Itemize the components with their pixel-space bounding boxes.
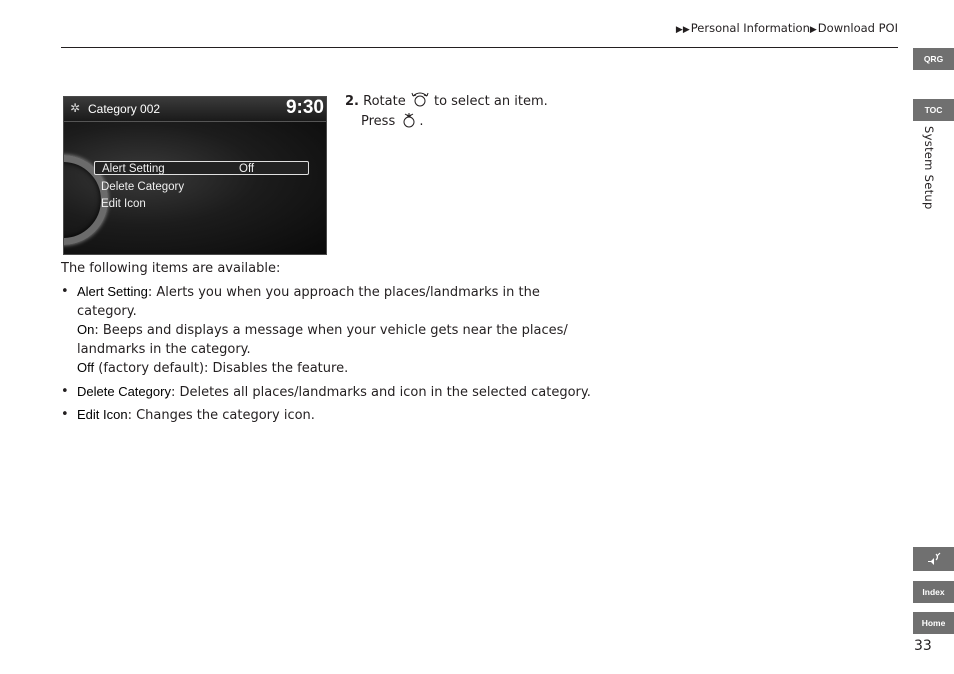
screen-clock: 9:30 — [285, 97, 324, 118]
step-number: 2. — [345, 94, 359, 109]
menu-row-label: Alert Setting — [102, 163, 165, 175]
tab-index[interactable]: Index — [913, 581, 954, 603]
tab-home[interactable]: Home — [913, 612, 954, 634]
tab-qrg[interactable]: QRG — [913, 48, 954, 70]
menu-row-delete-category — [94, 180, 309, 194]
sub-item — [77, 321, 591, 359]
step-select-text: to select an item. — [433, 94, 548, 109]
item-description: : Changes the category icon. — [127, 408, 315, 423]
page-number: 33 — [914, 638, 932, 654]
menu-row-value: Off — [239, 163, 255, 175]
screen-title: Category 002 — [88, 102, 161, 116]
voice-command-icon — [926, 552, 942, 566]
breadcrumb-section[interactable]: Personal Information — [690, 21, 810, 35]
sub-item-term: Off — [77, 360, 95, 375]
bullet: • — [61, 407, 69, 422]
bullet: • — [61, 284, 69, 299]
sub-item-description: : Beeps and displays a message when your vehicle gets near the places/ landmarks in the category. — [77, 323, 568, 357]
sub-item-description: (factory default): Disables the feature. — [94, 361, 349, 376]
tab-voice-command[interactable] — [913, 547, 954, 571]
item-description: : Deletes all places/landmarks and icon in the selected category. — [170, 384, 591, 400]
interface-dial-press-icon — [399, 111, 419, 129]
screen-header — [64, 97, 326, 122]
menu-row-edit-icon — [94, 197, 309, 211]
interface-dial-rotate-icon — [410, 91, 430, 109]
navigation-screen-image — [63, 96, 327, 255]
step-press-text: Press — [361, 114, 396, 129]
item-description: : Alerts you when you approach the places/landmarks in the category. — [77, 285, 540, 319]
gear-icon: ✲ — [70, 101, 81, 115]
tab-toc[interactable]: TOC — [913, 99, 954, 121]
breadcrumb-page[interactable]: Download POI — [817, 21, 898, 35]
list-item — [61, 406, 591, 426]
items-intro: The following items are available: — [61, 261, 281, 276]
list-item — [61, 383, 591, 403]
items-list — [61, 283, 591, 430]
sub-item-term: On — [77, 322, 95, 337]
menu-row-label: Edit Icon — [101, 198, 146, 210]
section-label: System Setup — [922, 126, 936, 210]
sub-item — [77, 359, 591, 379]
menu-row-label: Delete Category — [101, 181, 185, 193]
breadcrumb-separator: ▶ — [809, 25, 817, 35]
menu-row-alert-setting — [94, 161, 309, 175]
list-item — [61, 283, 591, 379]
header-divider — [61, 47, 898, 48]
instruction-step — [345, 91, 548, 131]
breadcrumb-arrows: ▶▶ — [675, 25, 690, 35]
step-rotate-text: Rotate — [363, 94, 406, 109]
breadcrumb — [676, 21, 898, 35]
item-term: Edit Icon — [77, 407, 128, 422]
item-term: Delete Category — [77, 383, 171, 399]
step-period: . — [419, 114, 424, 129]
item-term: Alert Setting — [77, 284, 148, 299]
bullet: • — [61, 383, 69, 399]
